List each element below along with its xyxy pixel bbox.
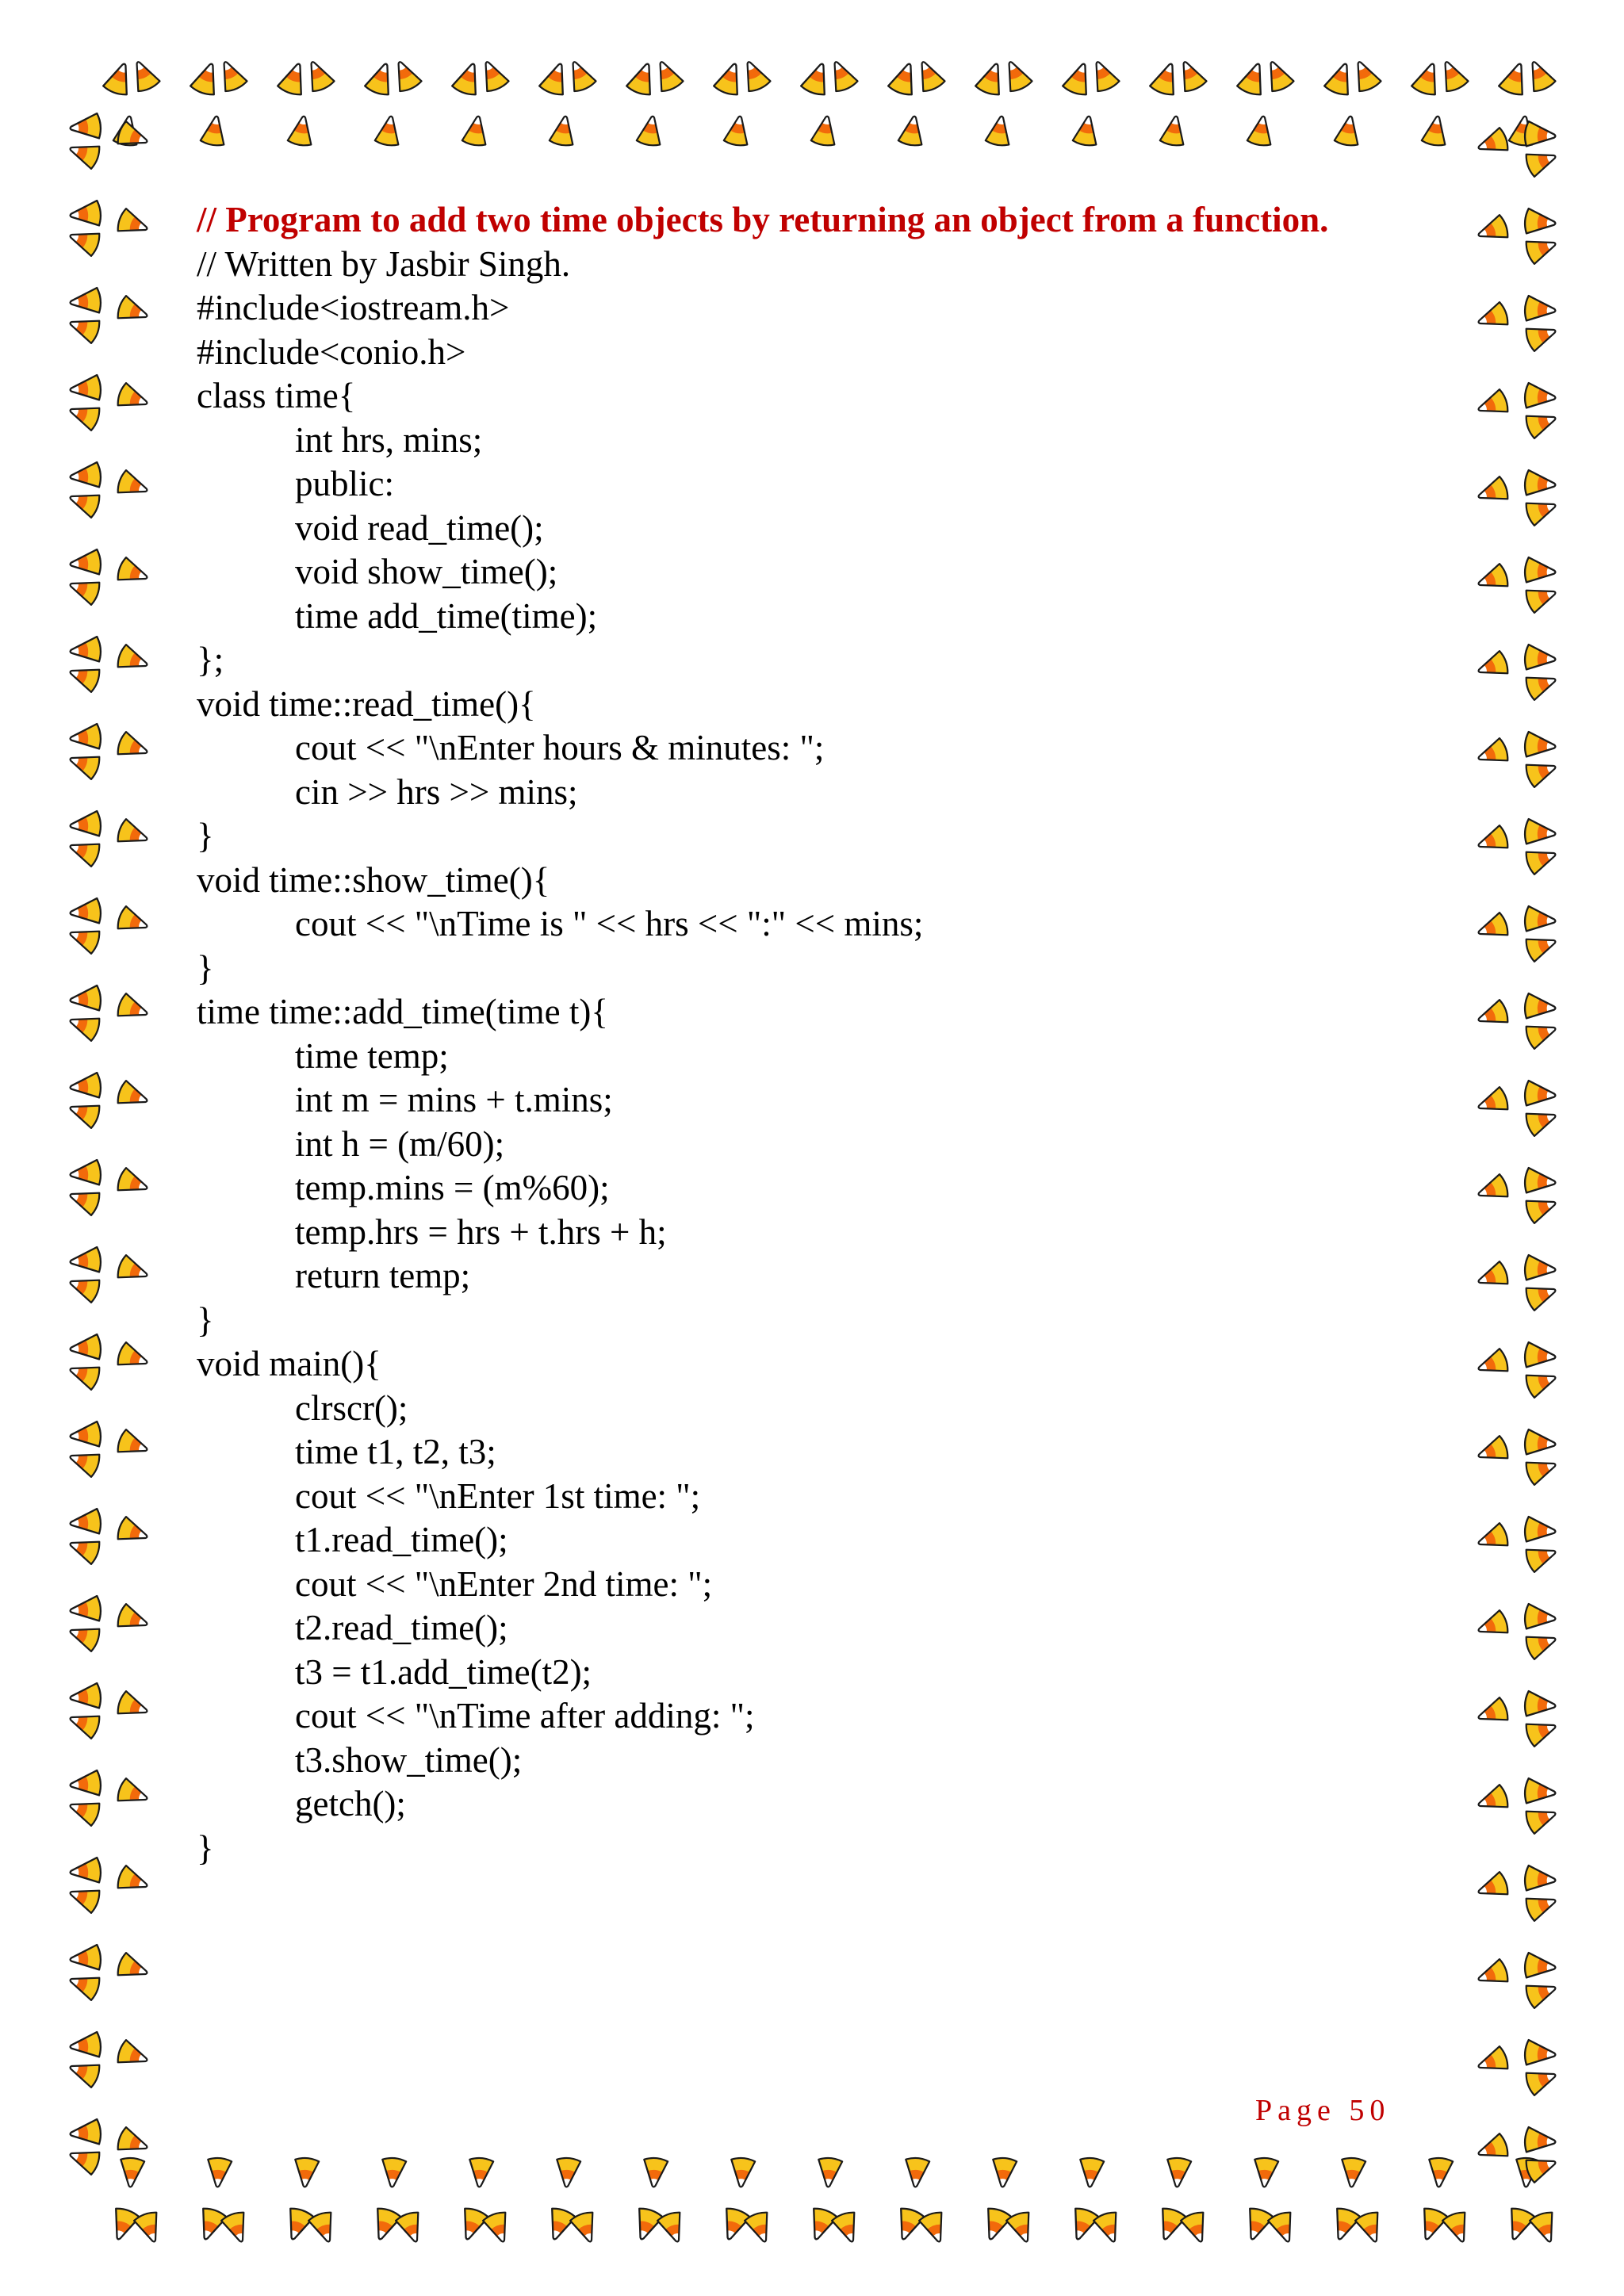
candy-corn-icon — [116, 1516, 151, 1548]
candy-corn-icon — [887, 59, 921, 97]
candy-corn-icon — [1524, 645, 1557, 672]
code-line: cout << "\nEnter 1st time: "; — [295, 1475, 701, 1516]
code-line: // Written by Jasbir Singh. — [197, 243, 571, 284]
candy-corn-icon — [1524, 756, 1560, 788]
candy-corn-icon — [1078, 2157, 1104, 2188]
candy-corn-icon — [1524, 1453, 1560, 1486]
candy-corn-icon — [549, 114, 577, 147]
candy-corn-icon — [69, 1770, 102, 1798]
candy-corn-icon — [642, 2157, 668, 2188]
candy-corn-icon — [67, 2056, 102, 2088]
candy-corn-icon — [69, 724, 102, 752]
candy-corn-icon — [69, 549, 102, 577]
candy-corn-icon — [1524, 1192, 1560, 1224]
candy-corn-icon — [116, 2126, 151, 2159]
code-line: cin >> hrs >> mins; — [295, 771, 578, 812]
code-line: time add_time(time); — [295, 595, 598, 636]
candy-corn-icon — [67, 660, 102, 693]
candy-corn-icon — [116, 818, 151, 851]
candy-corn-icon — [1524, 1540, 1560, 1573]
candy-corn-icon — [1475, 1697, 1511, 1729]
candy-corn-icon — [67, 1794, 102, 1827]
candy-corn-icon — [69, 113, 102, 141]
candy-corn-icon — [1475, 1609, 1511, 1642]
code-line: void time::read_time(){ — [197, 683, 536, 724]
candy-corn-icon — [69, 2032, 102, 2060]
code-line: temp.mins = (m%60); — [295, 1168, 610, 1207]
candy-corn-icon — [1524, 1953, 1557, 1980]
candy-corn-icon — [1475, 1173, 1511, 1206]
candy-corn-icon — [67, 1009, 102, 1042]
candy-corn-icon — [116, 1341, 151, 1374]
candy-corn-icon — [1475, 1086, 1511, 1119]
candy-corn-icon — [563, 57, 597, 94]
candy-corn-icon — [717, 2206, 751, 2244]
candy-corn-icon — [281, 2206, 315, 2244]
candy-corn-icon — [999, 57, 1033, 94]
code-line: t3 = t1.add_time(t2); — [295, 1651, 592, 1692]
candy-corn-icon — [1524, 470, 1557, 498]
candy-corn-icon — [69, 288, 102, 316]
candy-corn-icon — [1062, 59, 1096, 97]
code-line: int h = (m/60); — [295, 1123, 505, 1164]
candy-corn-icon — [67, 399, 102, 431]
candy-corn-icon — [1524, 145, 1560, 178]
candy-corn-icon — [1524, 1517, 1557, 1544]
code-lines — [197, 243, 1434, 1871]
candy-corn-icon — [1475, 301, 1511, 334]
candy-corn-icon — [116, 731, 151, 763]
candy-corn-icon — [200, 114, 228, 147]
candy-corn-icon — [1524, 732, 1557, 760]
candy-corn-icon — [816, 2157, 842, 2188]
candy-corn-icon — [67, 1358, 102, 1391]
code-line: int m = mins + t.mins; — [295, 1080, 613, 1119]
candy-corn-icon — [1524, 1429, 1557, 1457]
code-line: cout << "\nTime after adding: "; — [295, 1696, 755, 1735]
candy-corn-icon — [1524, 1255, 1557, 1283]
candy-corn-icon — [729, 2157, 755, 2188]
candy-corn-icon — [389, 57, 423, 94]
candy-corn-icon — [1475, 825, 1511, 857]
candy-corn-icon — [979, 2206, 1013, 2244]
candy-corn-icon — [67, 573, 102, 606]
candy-corn-icon — [116, 1952, 151, 1984]
candy-corn-icon — [102, 59, 136, 97]
candy-corn-icon — [898, 114, 926, 147]
candy-corn-icon — [1334, 114, 1362, 147]
code-line: void time::show_time(){ — [197, 859, 550, 900]
code-line: void show_time(); — [295, 552, 558, 591]
candy-corn-icon — [891, 2206, 925, 2244]
candy-corn-icon — [1348, 57, 1382, 94]
candy-corn-icon — [116, 469, 151, 502]
candy-corn-icon — [380, 2157, 406, 2188]
candy-corn-icon — [69, 898, 102, 926]
candy-corn-icon — [1475, 1522, 1511, 1555]
candy-corn-icon — [903, 2157, 929, 2188]
candy-corn-icon — [467, 2157, 493, 2188]
candy-corn-icon — [1475, 999, 1511, 1031]
candy-corn-icon — [1524, 407, 1560, 439]
candy-corn-icon — [1524, 1976, 1560, 2009]
code-line: public: — [295, 464, 394, 503]
candy-corn-icon — [1524, 668, 1560, 701]
candy-corn-icon — [1475, 1348, 1511, 1380]
candy-corn-icon — [1524, 1104, 1560, 1137]
code-line: cout << "\nTime is " << hrs << ":" << mins; — [295, 904, 924, 943]
candy-corn-icon — [1524, 930, 1560, 962]
code-line: void main(){ — [197, 1344, 381, 1383]
code-line: t3.show_time(); — [295, 1739, 523, 1780]
candy-corn-icon — [1475, 1784, 1511, 1816]
candy-corn-icon — [1524, 2040, 1557, 2068]
candy-corn-icon — [116, 382, 151, 415]
candy-corn-icon — [116, 993, 151, 1025]
candy-corn-icon — [67, 1096, 102, 1129]
candy-corn-icon — [116, 1254, 151, 1287]
candy-corn-icon — [190, 59, 224, 97]
candy-corn-icon — [1524, 383, 1557, 411]
candy-corn-icon — [1066, 2206, 1100, 2244]
candy-corn-icon — [106, 2206, 140, 2244]
candy-corn-icon — [69, 1509, 102, 1536]
candy-corn-icon — [374, 114, 403, 147]
candy-corn-icon — [1327, 2206, 1362, 2244]
candy-corn-icon — [462, 114, 490, 147]
code-line: class time{ — [197, 376, 356, 415]
candy-corn-icon — [1524, 1715, 1560, 1747]
candy-corn-icon — [67, 1184, 102, 1216]
candy-corn-icon — [69, 1334, 102, 1362]
candy-corn-icon — [1261, 57, 1295, 94]
candy-corn-icon — [69, 1073, 102, 1100]
candy-corn-icon — [1524, 557, 1557, 585]
candy-corn-icon — [287, 114, 316, 147]
code-line: t1.read_time(); — [295, 1520, 508, 1559]
candy-corn-icon — [1475, 1261, 1511, 1293]
candy-corn-icon — [118, 2157, 144, 2188]
candy-corn-icon — [1475, 1871, 1511, 1904]
candy-corn-icon — [1323, 59, 1358, 97]
candy-corn-icon — [116, 1690, 151, 1723]
candy-corn-icon — [1072, 114, 1101, 147]
candy-corn-icon — [67, 1533, 102, 1565]
candy-corn-icon — [1086, 57, 1120, 94]
candy-corn-icon — [1475, 2133, 1511, 2165]
candy-corn-icon — [455, 2206, 489, 2244]
code-line: void read_time(); — [295, 507, 544, 548]
candy-corn-icon — [301, 57, 335, 94]
candy-corn-icon — [69, 1596, 102, 1624]
code-line: }; — [197, 640, 224, 679]
candy-corn-icon — [67, 486, 102, 519]
candy-corn-icon — [1240, 2206, 1274, 2244]
candy-corn-icon — [193, 2206, 228, 2244]
candy-corn-icon — [1411, 59, 1445, 97]
candy-corn-icon — [1524, 2064, 1560, 2096]
candy-corn-icon — [1524, 993, 1557, 1021]
candy-corn-icon — [67, 224, 102, 257]
candy-corn-icon — [1475, 127, 1511, 159]
candy-corn-icon — [800, 59, 834, 97]
candy-corn-icon — [985, 114, 1013, 147]
candy-corn-icon — [368, 2206, 402, 2244]
code-line: time time::add_time(time t){ — [197, 992, 608, 1031]
candy-corn-icon — [723, 114, 752, 147]
candy-corn-icon — [713, 59, 747, 97]
candy-corn-icon — [1475, 214, 1511, 247]
candy-corn-icon — [67, 1969, 102, 2001]
code-line: return temp; — [295, 1256, 471, 1295]
code-line: } — [197, 816, 214, 855]
code-line: } — [197, 947, 214, 988]
candy-corn-icon — [116, 295, 151, 327]
candy-corn-icon — [554, 2157, 580, 2188]
candy-corn-icon — [116, 1080, 151, 1112]
candy-corn-icon — [69, 637, 102, 664]
candy-corn-icon — [293, 2157, 319, 2188]
candy-corn-icon — [1524, 1604, 1557, 1632]
candy-corn-icon — [67, 1707, 102, 1739]
candy-corn-icon — [1524, 819, 1557, 847]
candy-corn-icon — [69, 1422, 102, 1449]
candy-corn-icon — [1415, 2206, 1449, 2244]
candy-corn-icon — [364, 59, 398, 97]
candy-corn-icon — [1174, 57, 1208, 94]
candy-corn-icon — [1339, 2157, 1365, 2188]
candy-corn-icon — [69, 1247, 102, 1275]
candy-corn-icon — [116, 1167, 151, 1200]
candy-corn-icon — [1524, 209, 1557, 236]
candy-corn-icon — [69, 1683, 102, 1711]
candy-corn-icon — [650, 57, 684, 94]
code-line: } — [197, 1827, 214, 1868]
code-line: t2.read_time(); — [295, 1608, 508, 1647]
code-line: time temp; — [295, 1035, 449, 1076]
code-line: } — [197, 1299, 214, 1340]
candy-corn-icon — [1236, 59, 1270, 97]
candy-corn-icon — [1522, 57, 1557, 94]
candy-corn-icon — [67, 922, 102, 955]
candy-corn-icon — [810, 114, 839, 147]
candy-corn-icon — [1498, 59, 1532, 97]
candy-corn-icon — [1475, 1958, 1511, 1991]
candy-corn-icon — [1524, 843, 1560, 875]
candy-corn-icon — [1475, 2045, 1511, 2078]
candy-corn-icon — [476, 57, 510, 94]
candy-corn-icon — [1524, 1017, 1560, 1050]
candy-corn-icon — [630, 2206, 664, 2244]
candy-corn-icon — [1435, 57, 1469, 94]
code-listing — [197, 198, 1434, 1870]
candy-corn-icon — [912, 57, 946, 94]
candy-corn-icon — [69, 462, 102, 490]
candy-corn-icon — [1524, 2127, 1557, 2155]
candy-corn-icon — [116, 1603, 151, 1636]
candy-corn-icon — [1165, 2157, 1191, 2188]
candy-corn-icon — [67, 312, 102, 344]
candy-corn-icon — [67, 137, 102, 170]
candy-corn-icon — [1524, 320, 1560, 352]
candy-corn-icon — [636, 114, 665, 147]
candy-corn-icon — [116, 208, 151, 240]
candy-corn-icon — [542, 2206, 576, 2244]
candy-corn-icon — [127, 57, 161, 94]
candy-corn-icon — [1427, 2157, 1453, 2188]
code-line: time t1, t2, t3; — [295, 1432, 496, 1471]
candy-corn-icon — [825, 57, 859, 94]
document-title: // Program to add two time objects by returning an object from a function. — [197, 200, 1329, 239]
candy-corn-icon — [1524, 1778, 1557, 1806]
candy-corn-icon — [1524, 1168, 1557, 1196]
candy-corn-icon — [538, 59, 573, 97]
code-line: temp.hrs = hrs + t.hrs + h; — [295, 1211, 667, 1252]
code-line: #include<conio.h> — [197, 331, 466, 372]
candy-corn-icon — [1524, 232, 1560, 265]
candy-corn-icon — [990, 2157, 1017, 2188]
candy-corn-icon — [69, 811, 102, 839]
candy-corn-icon — [67, 1271, 102, 1303]
candy-corn-icon — [116, 644, 151, 676]
candy-corn-icon — [1524, 1691, 1557, 1719]
code-line: cout << "\nEnter 2nd time: "; — [295, 1563, 713, 1604]
page-number: Page 50 — [1255, 2094, 1391, 2127]
candy-corn-icon — [1524, 1366, 1560, 1399]
candy-corn-icon — [116, 1865, 151, 1897]
candy-corn-icon — [1475, 1435, 1511, 1468]
candy-corn-icon — [1524, 1342, 1557, 1370]
candy-corn-icon — [1524, 1279, 1560, 1311]
candy-corn-icon — [1247, 114, 1275, 147]
candy-corn-icon — [804, 2206, 838, 2244]
candy-corn-icon — [1524, 121, 1557, 149]
candy-corn-icon — [69, 2119, 102, 2147]
candy-corn-icon — [67, 835, 102, 867]
candy-corn-icon — [975, 59, 1009, 97]
candy-corn-icon — [1524, 1866, 1557, 1893]
candy-corn-icon — [205, 2157, 232, 2188]
candy-corn-icon — [1524, 1889, 1560, 1922]
code-line: getch(); — [295, 1784, 406, 1823]
candy-corn-icon — [451, 59, 485, 97]
candy-corn-icon — [1153, 2206, 1187, 2244]
candy-corn-icon — [214, 57, 248, 94]
candy-corn-icon — [116, 557, 151, 589]
candy-corn-icon — [1524, 581, 1560, 614]
candy-corn-icon — [69, 985, 102, 1013]
candy-corn-icon — [116, 1777, 151, 1810]
candy-corn-icon — [626, 59, 660, 97]
candy-corn-icon — [1524, 1081, 1557, 1108]
candy-corn-icon — [67, 1620, 102, 1652]
candy-corn-icon — [1475, 912, 1511, 944]
code-line: #include<iostream.h> — [197, 288, 510, 327]
candy-corn-icon — [1149, 59, 1183, 97]
candy-corn-icon — [69, 201, 102, 228]
candy-corn-icon — [116, 905, 151, 938]
candy-corn-icon — [67, 748, 102, 780]
candy-corn-icon — [69, 1858, 102, 1885]
code-line: cout << "\nEnter hours & minutes: "; — [295, 728, 825, 767]
candy-corn-icon — [69, 1160, 102, 1188]
candy-corn-icon — [1159, 114, 1188, 147]
code-line: clrscr(); — [295, 1387, 408, 1428]
code-line: int hrs, mins; — [295, 419, 483, 460]
candy-corn-icon — [1524, 906, 1557, 934]
candy-corn-icon — [1524, 1802, 1560, 1835]
candy-corn-icon — [1475, 476, 1511, 508]
candy-corn-icon — [1475, 650, 1511, 683]
candy-corn-icon — [116, 2039, 151, 2072]
candy-corn-icon — [1475, 388, 1511, 421]
candy-corn-icon — [1524, 296, 1557, 323]
candy-corn-icon — [1421, 114, 1450, 147]
candy-corn-icon — [69, 1945, 102, 1973]
candy-corn-icon — [1475, 737, 1511, 770]
candy-corn-icon — [116, 1429, 151, 1461]
candy-corn-icon — [1524, 494, 1560, 526]
candy-corn-icon — [67, 1445, 102, 1478]
candy-corn-icon — [67, 1881, 102, 1914]
candy-corn-icon — [277, 59, 311, 97]
candy-corn-icon — [67, 2143, 102, 2175]
candy-corn-icon — [1502, 2206, 1536, 2244]
candy-corn-icon — [737, 57, 772, 94]
candy-corn-icon — [1252, 2157, 1278, 2188]
candy-corn-icon — [1475, 563, 1511, 595]
candy-corn-icon — [1524, 1628, 1560, 1660]
candy-corn-icon — [69, 375, 102, 403]
